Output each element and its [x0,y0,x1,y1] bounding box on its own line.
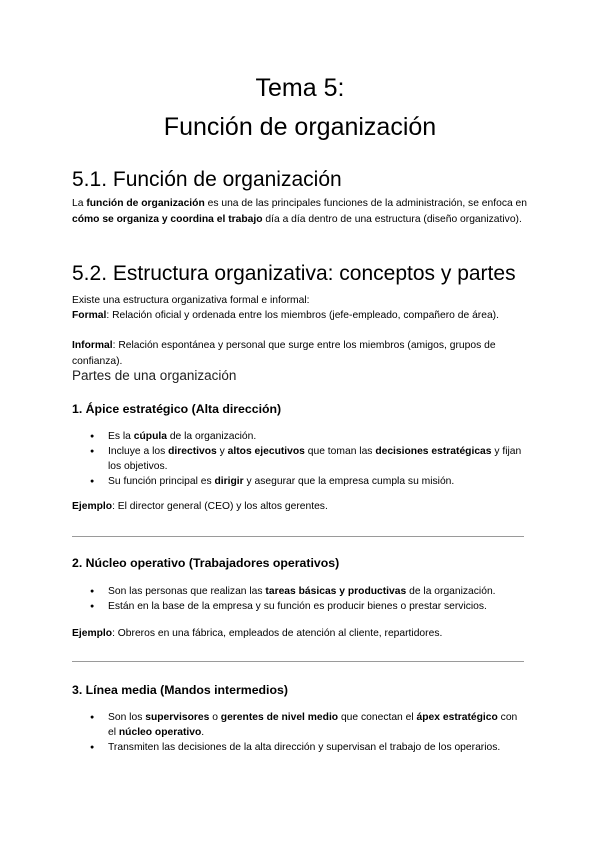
text-run: día a día dentro de una estructura (diseño organizativo). [262,213,522,225]
text-run: de la organización. [166,431,257,442]
text-run: es una de las principales funciones de la administración, se enfoca en [204,198,528,209]
text-run: y fijan los objetivos. [108,446,522,472]
section-divider [72,661,524,662]
text-run: Su función principal es [108,476,215,487]
linea-bullet-list [72,710,528,755]
bold-term: altos ejecutivos [227,446,305,457]
formal-label: Formal [72,310,107,321]
bold-term: cúpula [133,431,167,442]
title-line-1: Tema 5: [255,74,345,102]
text-run: o [209,712,221,723]
bold-term: gerentes de nivel medio [220,712,339,723]
example-text: : El director general (CEO) y los altos gerentes. [112,501,328,512]
text-run: Son las personas que realizan las [108,586,266,597]
example-text: : Obreros en una fábrica, empleados de atención al cliente, repartidores. [112,628,443,639]
informal-label: Informal [72,340,113,351]
text-run: que toman las [304,446,376,457]
nucleo-bullet-list [72,584,528,614]
bold-term: núcleo operativo [118,727,202,738]
nucleo-example [72,626,528,642]
text-run: Es la [108,431,134,442]
list-item: ● Transmiten las decisiones de la alta dirección y supervisan el trabajo de los operarios. [72,740,528,755]
formal-text: : Relación oficial y ordenada entre los miembros (jefe-empleado, compañero de área). [106,310,499,321]
section-divider [72,536,524,537]
linea-heading: 3. Línea media (Mandos intermedios) [72,683,288,697]
bold-term: decisiones estratégicas [375,446,492,457]
example-label: Ejemplo [72,628,113,639]
text-run: Incluye a los [108,446,169,457]
informal-definition [72,338,528,369]
text-run: La [72,198,87,209]
apice-heading: 1. Ápice estratégico (Alta dirección) [72,402,282,416]
bold-term: directivos [168,446,217,457]
text-run: con el [108,712,518,738]
list-item [72,584,528,599]
text-run: Son los [108,712,146,723]
list-item [72,429,528,444]
text-run: . [201,727,205,738]
informal-text: : Relación espontánea y personal que surge entre los miembros (amigos, grupos de confianza). [72,340,496,367]
list-item [72,444,528,474]
text-run: y [216,446,228,457]
section-5-1-paragraph [72,196,528,227]
title-line-2: Función de organización [163,113,437,141]
section-5-2-heading: 5.2. Estructura organizativa: conceptos y partes [72,262,516,285]
bold-term: supervisores [145,712,210,723]
list-item: ● Están en la base de la empresa y su función es producir bienes o prestar servicios. [72,599,528,614]
list-item [72,710,528,740]
text-run: y asegurar que la empresa cumpla su misión. [243,476,455,487]
bold-term: ápex estratégico [416,712,498,723]
text-run: que conectan el [338,712,417,723]
bold-term: dirigir [214,476,244,487]
nucleo-heading: 2. Núcleo operativo (Trabajadores operativos) [72,556,340,570]
formal-definition [72,308,528,324]
bold-term: tareas básicas y productivas [265,586,407,597]
apice-example [72,499,528,515]
example-label: Ejemplo [72,501,113,512]
section-5-1-heading: 5.1. Función de organización [72,168,342,191]
section-5-2-intro: Existe una estructura organizativa formal e informal: [72,295,310,306]
list-item [72,474,528,489]
text-run: de la organización. [406,586,496,597]
partes-subheading: Partes de una organización [72,368,237,383]
bold-term: cómo se organiza y coordina el trabajo [72,213,263,225]
bold-term: función de organización [86,198,205,209]
apice-bullet-list [72,429,528,489]
